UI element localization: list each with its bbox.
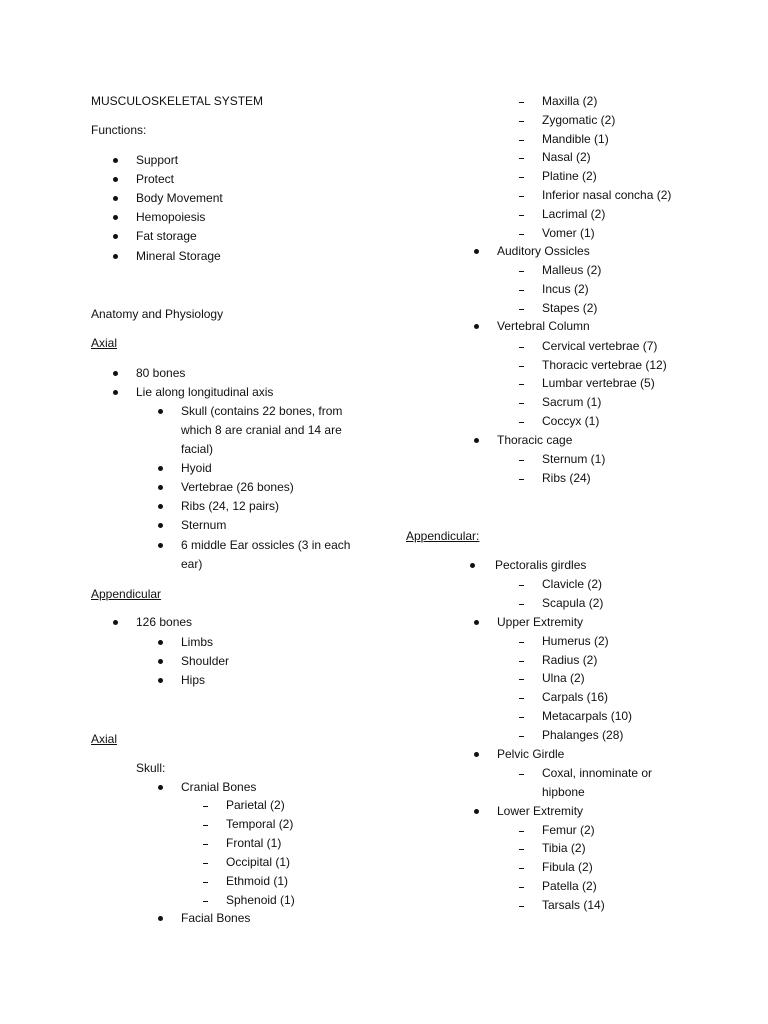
- axial-heading: Axial: [91, 336, 118, 350]
- upper-extremity-label: Upper Extremity: [497, 615, 584, 629]
- bullet-icon: [158, 678, 163, 683]
- facial-label: Facial Bones: [181, 911, 251, 925]
- dash-icon: [519, 849, 524, 850]
- list-item: Maxilla (2): [542, 94, 598, 108]
- dash-icon: [203, 882, 208, 883]
- bullet-icon: [158, 659, 163, 664]
- list-item: Fat storage: [136, 229, 197, 243]
- dash-icon: [519, 604, 524, 605]
- list-item: 80 bones: [136, 366, 186, 380]
- list-item-continuation: facial): [181, 442, 214, 456]
- dash-icon: [519, 347, 524, 348]
- list-item: Fibula (2): [542, 860, 593, 874]
- pectoralis-label: Pectoralis girdles: [495, 558, 587, 572]
- dash-icon: [519, 642, 524, 643]
- bullet-icon: [158, 409, 163, 414]
- bullet-icon: [158, 523, 163, 528]
- dash-icon: [519, 868, 524, 869]
- dash-icon: [203, 806, 208, 807]
- anatomy-heading: Anatomy and Physiology: [91, 307, 224, 321]
- list-item: Hyoid: [181, 461, 212, 475]
- list-item: Frontal (1): [226, 836, 282, 850]
- dash-icon: [519, 403, 524, 404]
- list-item: Femur (2): [542, 823, 595, 837]
- dash-icon: [203, 844, 208, 845]
- list-item: Carpals (16): [542, 690, 609, 704]
- document-title: MUSCULOSKELETAL SYSTEM: [91, 94, 264, 108]
- list-item: Hips: [181, 673, 206, 687]
- bullet-icon: [113, 371, 118, 376]
- list-item: Mineral Storage: [136, 249, 221, 263]
- dash-icon: [519, 679, 524, 680]
- dash-icon: [203, 825, 208, 826]
- auditory-label: Auditory Ossicles: [497, 244, 590, 258]
- bullet-icon: [113, 254, 118, 259]
- list-item: Ulna (2): [542, 671, 585, 685]
- bullet-icon: [113, 158, 118, 163]
- appendicular-heading: Appendicular: [91, 587, 162, 601]
- bullet-icon: [474, 249, 479, 254]
- list-item-continuation: which 8 are cranial and 14 are: [181, 423, 342, 437]
- list-item: Sacrum (1): [542, 395, 602, 409]
- list-item: Sternum (1): [542, 452, 606, 466]
- list-item: Ethmoid (1): [226, 874, 289, 888]
- dash-icon: [519, 121, 524, 122]
- bullet-icon: [474, 809, 479, 814]
- list-item: Occipital (1): [226, 855, 291, 869]
- bullet-icon: [474, 620, 479, 625]
- list-item: Sphenoid (1): [226, 893, 295, 907]
- bullet-icon: [113, 620, 118, 625]
- bullet-icon: [158, 485, 163, 490]
- dash-icon: [519, 102, 524, 103]
- list-item: Coccyx (1): [542, 414, 600, 428]
- dash-icon: [519, 422, 524, 423]
- bullet-icon: [158, 466, 163, 471]
- bullet-icon: [474, 752, 479, 757]
- list-item: Skull (contains 22 bones, from: [181, 404, 343, 418]
- dash-icon: [519, 196, 524, 197]
- bullet-icon: [474, 324, 479, 329]
- dash-icon: [519, 698, 524, 699]
- dash-icon: [519, 460, 524, 461]
- functions-heading: Functions:: [91, 123, 147, 137]
- appendicular-heading-right: Appendicular:: [406, 529, 480, 543]
- list-item: Hemopoiesis: [136, 210, 206, 224]
- list-item: Ribs (24): [542, 471, 591, 485]
- list-item: Lumbar vertebrae (5): [542, 376, 655, 390]
- dash-icon: [519, 366, 524, 367]
- dash-icon: [519, 234, 524, 235]
- dash-icon: [519, 831, 524, 832]
- list-item: Malleus (2): [542, 263, 602, 277]
- bullet-icon: [158, 785, 163, 790]
- list-item: Inferior nasal concha (2): [542, 188, 672, 202]
- list-item: Temporal (2): [226, 817, 294, 831]
- list-item: Cervical vertebrae (7): [542, 339, 658, 353]
- list-item: Limbs: [181, 635, 214, 649]
- list-item: Patella (2): [542, 879, 597, 893]
- dash-icon: [519, 906, 524, 907]
- dash-icon: [519, 887, 524, 888]
- list-item: 126 bones: [136, 615, 193, 629]
- bullet-icon: [474, 438, 479, 443]
- bullet-icon: [113, 177, 118, 182]
- dash-icon: [519, 585, 524, 586]
- dash-icon: [519, 717, 524, 718]
- list-item: Nasal (2): [542, 150, 591, 164]
- list-item: Radius (2): [542, 653, 598, 667]
- list-item: Ribs (24, 12 pairs): [181, 499, 280, 513]
- lower-extremity-label: Lower Extremity: [497, 804, 584, 818]
- list-item: Vertebrae (26 bones): [181, 480, 294, 494]
- list-item: Sternum: [181, 518, 227, 532]
- list-item: Mandible (1): [542, 132, 609, 146]
- list-item: Tibia (2): [542, 841, 586, 855]
- dash-icon: [519, 774, 524, 775]
- axial-heading-2: Axial: [91, 732, 118, 746]
- cranial-label: Cranial Bones: [181, 780, 257, 794]
- dash-icon: [519, 177, 524, 178]
- dash-icon: [519, 309, 524, 310]
- bullet-icon: [470, 563, 475, 568]
- list-item: Humerus (2): [542, 634, 609, 648]
- dash-icon: [519, 271, 524, 272]
- list-item: Protect: [136, 172, 175, 186]
- bullet-icon: [158, 916, 163, 921]
- list-item: Tarsals (14): [542, 898, 605, 912]
- bullet-icon: [113, 234, 118, 239]
- dash-icon: [519, 215, 524, 216]
- vertebral-label: Vertebral Column: [497, 319, 590, 333]
- bullet-icon: [158, 543, 163, 548]
- dash-icon: [519, 384, 524, 385]
- pelvic-girdle-label: Pelvic Girdle: [497, 747, 565, 761]
- bullet-icon: [158, 640, 163, 645]
- dash-icon: [519, 479, 524, 480]
- list-item: Zygomatic (2): [542, 113, 616, 127]
- thoracic-label: Thoracic cage: [497, 433, 573, 447]
- dash-icon: [519, 158, 524, 159]
- list-item: Clavicle (2): [542, 577, 603, 591]
- bullet-icon: [113, 390, 118, 395]
- list-item: Metacarpals (10): [542, 709, 633, 723]
- bullet-icon: [113, 215, 118, 220]
- list-item-continuation: hipbone: [542, 785, 585, 799]
- list-item: Phalanges (28): [542, 728, 624, 742]
- dash-icon: [519, 290, 524, 291]
- list-item: Incus (2): [542, 282, 589, 296]
- list-item: Platine (2): [542, 169, 597, 183]
- list-item: 6 middle Ear ossicles (3 in each: [181, 538, 351, 552]
- list-item: Lie along longitudinal axis: [136, 385, 274, 399]
- list-item: Support: [136, 153, 179, 167]
- list-item: Body Movement: [136, 191, 223, 205]
- list-item: Scapula (2): [542, 596, 604, 610]
- list-item: Stapes (2): [542, 301, 598, 315]
- dash-icon: [519, 736, 524, 737]
- dash-icon: [203, 901, 208, 902]
- bullet-icon: [113, 196, 118, 201]
- list-item: Vomer (1): [542, 226, 595, 240]
- bullet-icon: [158, 504, 163, 509]
- list-item: Parietal (2): [226, 798, 285, 812]
- list-item: Thoracic vertebrae (12): [542, 358, 667, 372]
- list-item: Shoulder: [181, 654, 230, 668]
- list-item: Coxal, innominate or: [542, 766, 653, 780]
- list-item: Lacrimal (2): [542, 207, 606, 221]
- dash-icon: [519, 661, 524, 662]
- skull-label: Skull:: [136, 761, 166, 775]
- dash-icon: [519, 140, 524, 141]
- dash-icon: [203, 863, 208, 864]
- list-item-continuation: ear): [181, 557, 203, 571]
